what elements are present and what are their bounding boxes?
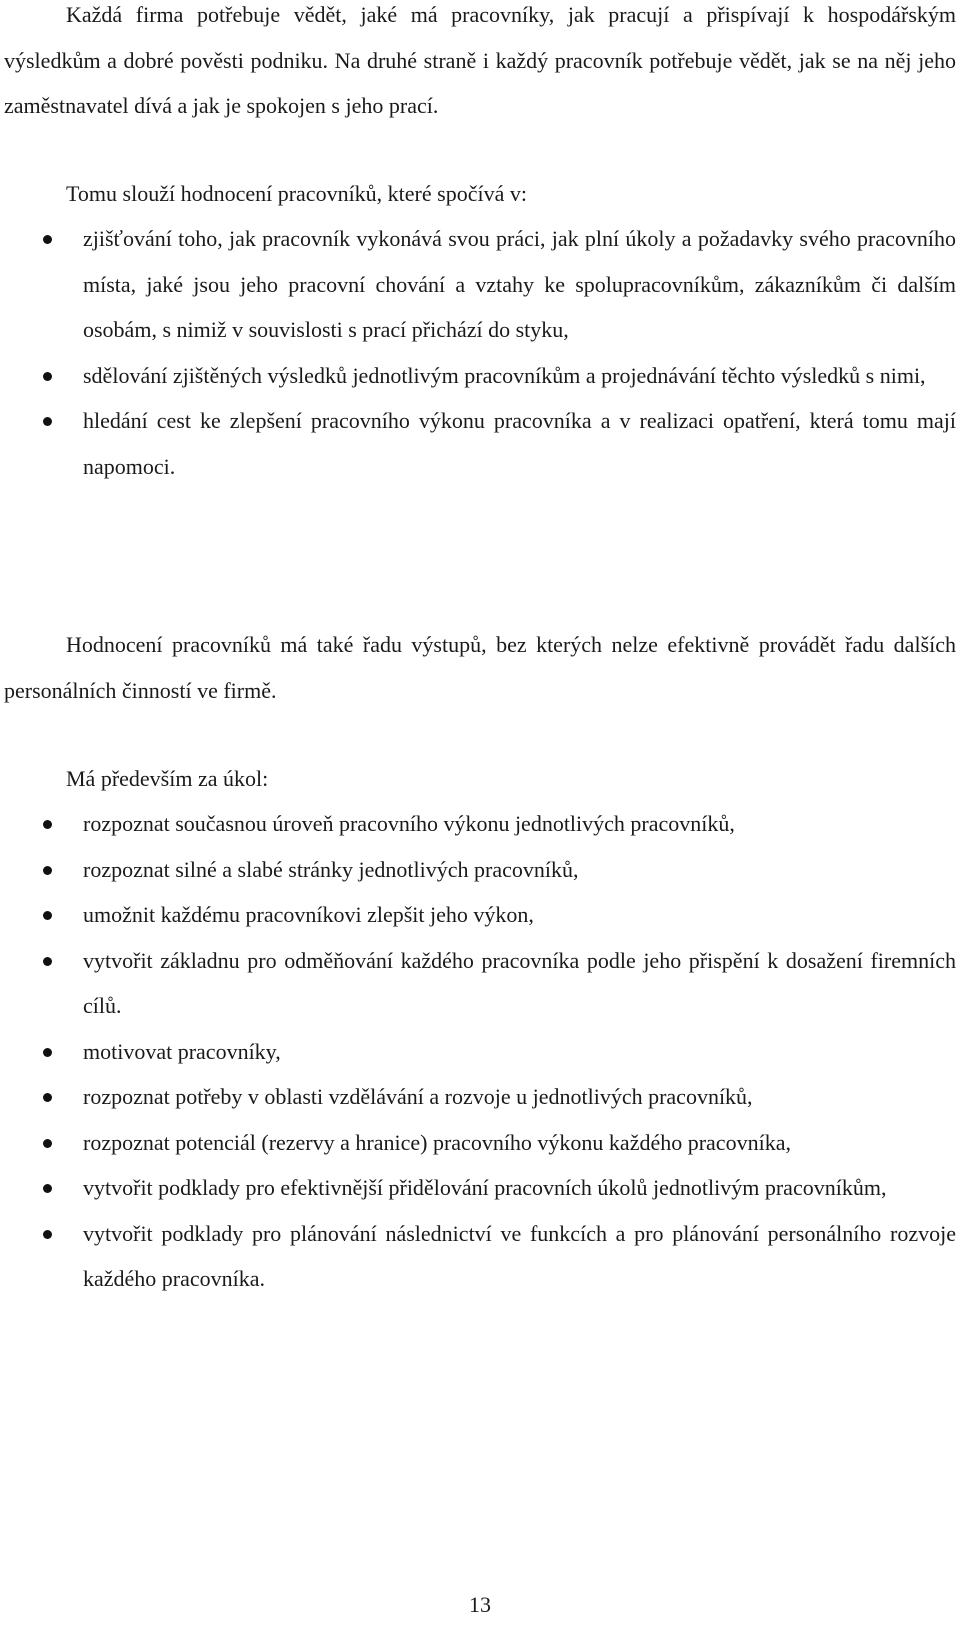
list-item-text: zjišťování toho, jak pracovník vykonává svou práci, jak plní úkoly a požadavky svého pracovního místa, jaké jsou jeho pracovní chování a vztahy ke spolupracovníkům, zákazníkům či dalším osobám, s nimiž v souvislosti s prací přichází do styku,	[83, 226, 956, 342]
outputs-paragraph	[4, 622, 956, 713]
bullet-icon	[43, 820, 52, 829]
list-item-text: umožnit každému pracovníkovi zlepšit jeho výkon,	[83, 902, 534, 927]
list-item	[0, 938, 960, 1029]
list-item	[0, 801, 960, 847]
bullet-icon	[43, 866, 52, 875]
list-item-text: rozpoznat potřeby v oblasti vzdělávání a rozvoje u jednotlivých pracovníků,	[83, 1084, 753, 1109]
list-item-text: motivovat pracovníky,	[83, 1038, 281, 1064]
page-number: 13	[469, 1592, 491, 1617]
list-item	[0, 892, 960, 938]
list-item	[0, 398, 960, 489]
list-item	[0, 353, 960, 399]
list-item	[0, 847, 960, 893]
bullet-icon	[43, 911, 52, 920]
bullet-icon	[43, 235, 52, 244]
list-item-text: rozpoznat současnou úroveň pracovního výkonu jednotlivých pracovníků,	[83, 811, 735, 836]
bullet-icon	[43, 1139, 52, 1148]
bullet-icon	[43, 1048, 52, 1057]
list-item-text: vytvořit podklady pro plánování následnictví ve funkcích a pro plánování personálního rozvoje každého pracovníka.	[83, 1220, 956, 1291]
bullet-icon	[43, 372, 52, 381]
list-item	[0, 1074, 960, 1120]
list-item-text: hledání cest ke zlepšení pracovního výkonu pracovníka a v realizaci opatření, která tomu mají napomoci.	[83, 408, 956, 479]
tasks-lead: Má především za úkol:	[66, 766, 269, 791]
list-item	[0, 1029, 960, 1075]
evaluation-list	[0, 216, 960, 489]
bullet-icon	[43, 1184, 52, 1193]
bullet-icon	[43, 957, 52, 966]
list-item	[0, 1120, 960, 1166]
bullet-icon	[43, 1093, 52, 1102]
tasks-list	[0, 801, 960, 1302]
list-item-text: rozpoznat potenciál (rezervy a hranice) pracovního výkonu každého pracovníka,	[83, 1129, 791, 1155]
list-item	[0, 1211, 960, 1302]
list-item-text: sdělování zjištěných výsledků jednotlivým pracovníkům a projednávání těchto výsledků s nimi,	[83, 362, 926, 388]
intro-paragraph	[4, 0, 956, 129]
intro-text: Každá firma potřebuje vědět, jaké má pracovníky, jak pracují a přispívají k hospodářským výsledkům a dobré pověsti podniku. Na druhé straně i každý pracovník potřebuje vědět, jak se na něj jeho zaměstnavatel dívá a jak je spokojen s jeho prací.	[4, 2, 956, 118]
list-item-text: vytvořit základnu pro odměňování každého pracovníka podle jeho přispění k dosažení firemních cílů.	[83, 947, 956, 1018]
list-item-text: vytvořit podklady pro efektivnější přidělování pracovních úkolů jednotlivým pracovníkům,	[83, 1175, 887, 1200]
list-item-text: rozpoznat silné a slabé stránky jednotlivých pracovníků,	[83, 856, 579, 882]
list-item	[0, 1165, 960, 1211]
evaluation-lead: Tomu slouží hodnocení pracovníků, které spočívá v:	[66, 181, 527, 206]
outputs-text: Hodnocení pracovníků má také řadu výstupů, bez kterých nelze efektivně provádět řadu dalších personálních činností ve firmě.	[4, 632, 956, 703]
bullet-icon	[43, 1230, 52, 1239]
list-item	[0, 216, 960, 353]
bullet-icon	[43, 417, 52, 426]
